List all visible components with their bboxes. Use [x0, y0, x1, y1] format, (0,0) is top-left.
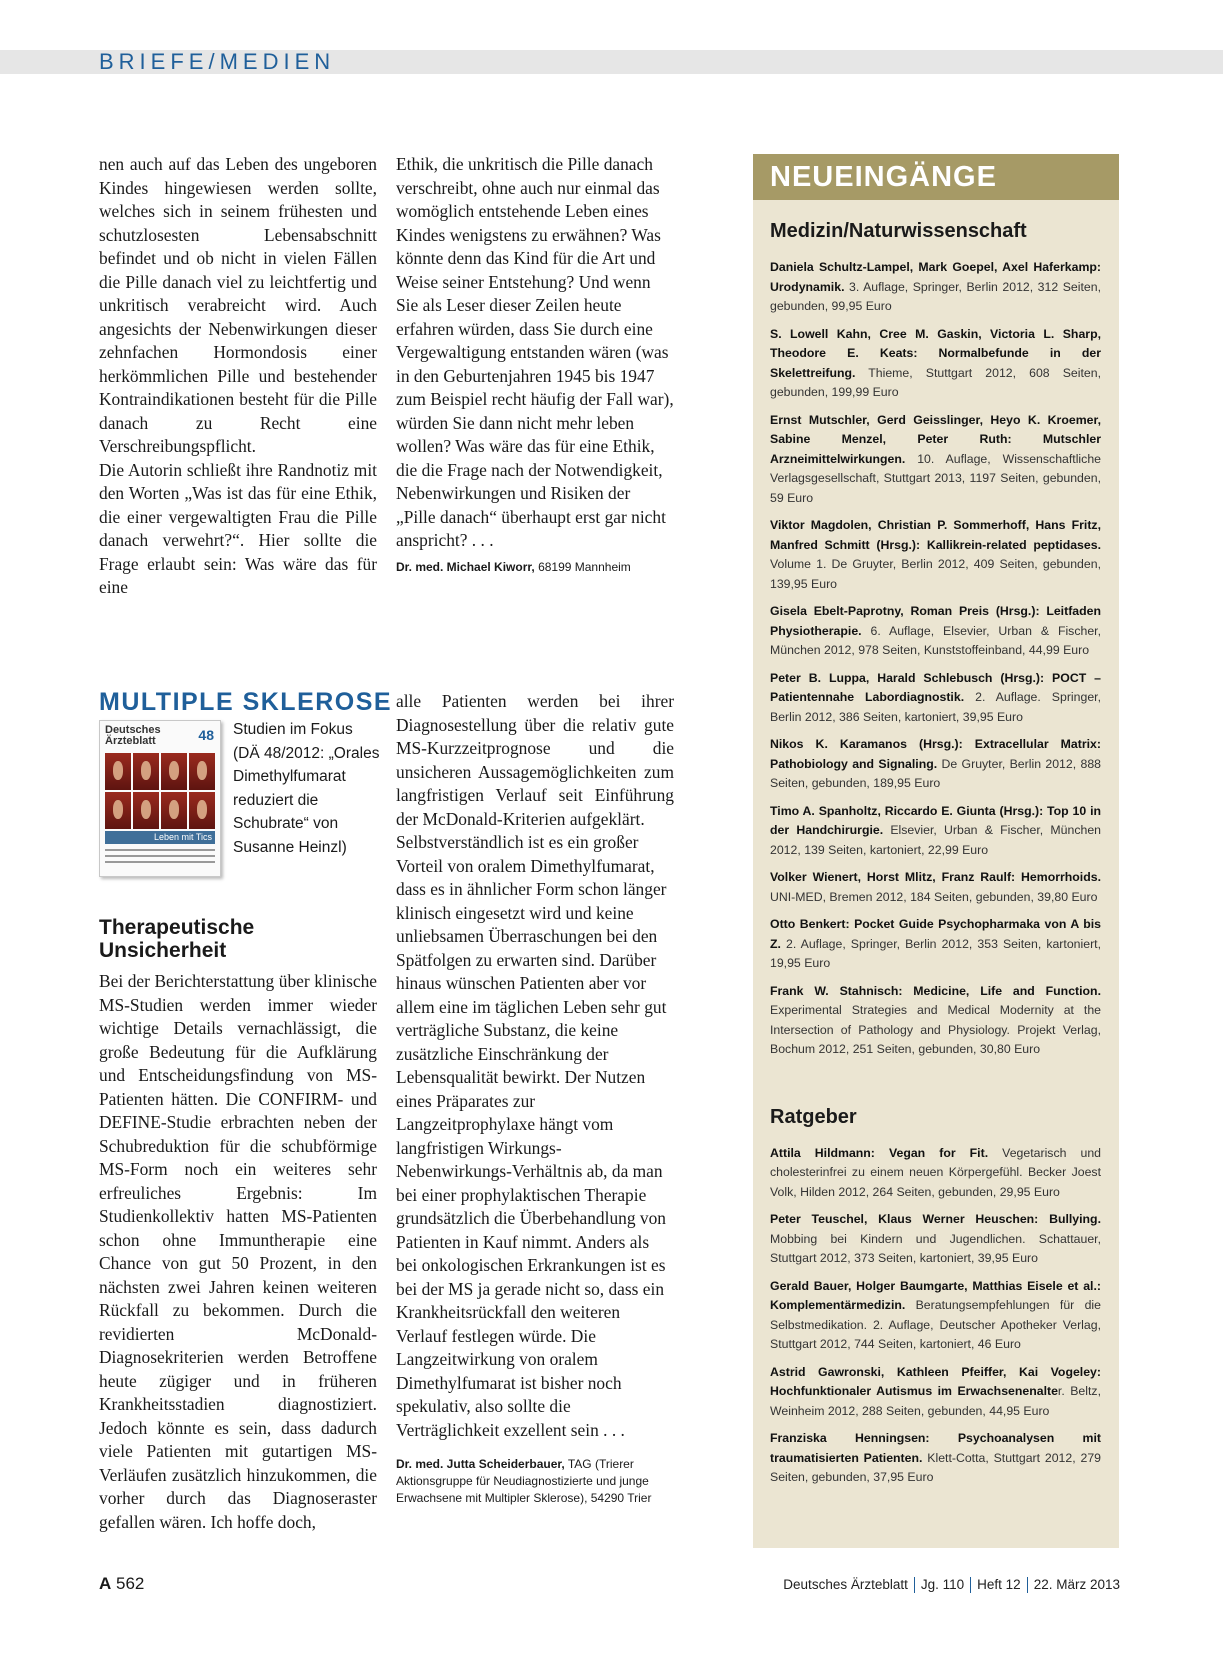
book-details: Volume 1. De Gruyter, Berlin 2012, 409 Seiten, gebunden, 139,95 Euro [770, 557, 1101, 591]
letter-title: Therapeutische Unsicherheit [99, 916, 255, 962]
book-author-title: Frank W. Stahnisch: Medicine, Life and Function. [770, 983, 1101, 998]
cover-issue-number: 48 [198, 727, 214, 743]
book-entry [770, 735, 1101, 794]
book-author-title: S. Lowell Kahn, Cree M. Gaskin, Victoria L. Sharp, Theodore E. Keats: Normalbefunde in der Skelettreifung. [770, 326, 1101, 380]
cover-band-text: Leben mit Tics [105, 831, 215, 844]
journal-cover-image [99, 720, 221, 877]
author-affiliation: TAG (Trierer Aktionsgruppe für Neudiagnostizierte und junge Erwachsene mit Multipler Sklerose), 54290 Trier [396, 1457, 652, 1505]
book-entry [770, 982, 1101, 1060]
book-entry [770, 1144, 1101, 1203]
book-details: De Gruyter, Berlin 2012, 888 Seiten, gebunden, 189,95 Euro [770, 756, 1101, 790]
book-list-medicine [770, 258, 1101, 1060]
author-name: Dr. med. Michael Kiworr, [396, 559, 535, 574]
letter1-paragraph: nen auch auf das Leben des ungeboren Kindes hingewiesen werden sollte, welches sich in seinem frühesten und schutzlosesten Lebensabschnitt befindet und ob nicht in vielen Fällen die Pille danach viel zu leichtfertig und unkritisch verabreicht wird. Auch angesichts der Nebenwirkungen dieser zehnfachen Hormondosis einer herkömmlichen Pille und bestehender Kontraindikationen besteht für die Pille danach zu Recht eine Verschreibungspflicht. [99, 154, 377, 456]
book-author-title: Ernst Mutschler, Gerd Geisslinger, Heyo K. Kroemer, Sabine Menzel, Peter Ruth: Mutschler Arzneimittelwirkungen. [770, 412, 1101, 466]
book-details: 3. Auflage, Springer, Berlin 2012, 312 Seiten, gebunden, 99,95 Euro [770, 279, 1101, 313]
book-entry [770, 1363, 1101, 1422]
book-entry [770, 516, 1101, 594]
book-author-title: Franziska Henningsen: Psychoanalysen mit traumatisierten Patienten. [770, 1431, 1101, 1465]
book-author-title: Daniela Schultz-Lampel, Mark Goepel, Axel Haferkamp: Urodynamik. [770, 260, 1101, 294]
book-author-title: Peter Teuschel, Klaus Werner Heuschen: Bullying. [770, 1212, 1101, 1226]
journal-issue: Heft 12 [977, 1577, 1021, 1592]
journal-date: 22. März 2013 [1033, 1577, 1120, 1592]
book-entry [770, 411, 1101, 509]
book-entry [770, 1429, 1101, 1488]
letter2-column-2 [396, 690, 674, 1507]
book-details: UNI-MED, Bremen 2012, 184 Seiten, gebunden, 39,80 Euro [770, 889, 1098, 904]
book-entry [770, 1277, 1101, 1355]
book-author-title: Nikos K. Karamanos (Hrsg.): Extracellular Matrix: Pathobiology and Signaling. [770, 737, 1101, 771]
book-author-title: Volker Wienert, Horst Mlitz, Franz Raulf: Hemorrhoids. [770, 870, 1101, 884]
book-entry [770, 325, 1101, 403]
letter1-signature [396, 559, 674, 576]
page-number [99, 1574, 144, 1594]
journal-footer [783, 1577, 1120, 1593]
cover-text-lines [105, 849, 215, 867]
letter2-paragraph: alle Patienten werden bei ihrer Diagnosestellung über die relativ gute MS-Kurzzeitprognose und die unsicheren Aussagemöglichkeiten zum langfristigen Verlauf seit Einführung der McDonald-Kriterien aufgeklärt. [396, 691, 674, 829]
book-author-title: Peter B. Luppa, Harald Schlebusch (Hrsg.): POCT – Patientennahe Labordiagnostik. [770, 670, 1101, 704]
letter2-column-1 [99, 970, 377, 1534]
book-author-title: Timo A. Spanholtz, Riccardo E. Giunta (Hrsg.): Top 10 in der Handchirurgie. [770, 803, 1101, 837]
letter1-paragraph: Die Autorin schließt ihre Randnotiz mit den Worten „Was ist das für eine Ethik, die einer vergewaltigten Frau die Pille danach verwehrt?“. Hier sollte die Frage erlaubt sein: Was wäre das für eine [99, 459, 377, 597]
book-details: 10. Auflage, Wissenschaftliche Verlagsgesellschaft, Stuttgart 2013, 1197 Seiten, gebunden, 59 Euro [770, 451, 1101, 505]
book-entry [770, 602, 1101, 661]
book-entry [770, 669, 1101, 728]
letter2-signature [396, 1456, 674, 1507]
book-list-guide [770, 1144, 1101, 1488]
book-entry [770, 258, 1101, 317]
book-details: Experimental Strategies and Medical Modernity at the Intersection of Pathology and Physiology. Projekt Verlag, Bochum 2012, 251 Seiten, gebunden, 30,80 Euro [770, 1003, 1101, 1056]
page-prefix: A [99, 1574, 112, 1593]
author-location: 68199 Mannheim [538, 559, 631, 574]
topic-heading: MULTIPLE SKLEROSE [99, 688, 393, 716]
book-details: Vegetarisch und cholesterinfrei zu einem neuen Körpergefühl. Becker Joest Volk, Hilden 2012, 264 Seiten, gebunden, 29,95 Euro [770, 1145, 1101, 1199]
book-entry [770, 802, 1101, 861]
book-details: Elsevier, Urban & Fischer, München 2012, 139 Seiten, kartoniert, 22,99 Euro [770, 823, 1101, 857]
journal-volume: Jg. 110 [920, 1577, 965, 1592]
book-details: Mobbing bei Kindern und Jugendlichen. Schattauer, Stuttgart 2012, 373 Seiten, kartoniert, 39,95 Euro [770, 1231, 1101, 1265]
reference-note: Studien im Fokus (DÄ 48/2012: „Orales Dimethylfumarat reduziert die Schubrate“ von Susanne Heinzl) [233, 721, 380, 856]
book-details: r. Beltz, Weinheim 2012, 288 Seiten, gebunden, 44,95 Euro [770, 1384, 1101, 1418]
book-author-title: Viktor Magdolen, Christian P. Sommerhoff, Hans Fritz, Manfred Schmitt (Hrsg.): Kallikrein-related peptidases. [770, 518, 1101, 552]
letter1-paragraph: Ethik, die unkritisch die Pille danach verschreibt, ohne auch nur einmal das womöglich entstehende Leben eines Kindes wenigstens zu erwähnen? Was könnte denn das Kind für die Art und Weise seiner Entstehung? Und wenn Sie als Leser dieser Zeilen heute erfahren würden, dass Sie durch eine Vergewaltigung entstanden wären (was in den Geburtenjahren 1945 bis 1947 zum Beispiel recht häufig der Fall war), würden Sie dann nicht mehr leben wollen? Was wäre das für eine Ethik, die die Frage nach der Notwendigkeit, Nebenwirkungen und Risiken der „Pille danach“ überhaupt erst gar nicht anspricht? . . . [396, 154, 674, 550]
book-author-title: Gerald Bauer, Holger Baumgarte, Matthias Eisele et al.: Komplementärmedizin. [770, 1278, 1101, 1312]
new-arrivals-sidebar [753, 154, 1119, 1548]
book-entry [770, 868, 1101, 907]
letter2-paragraph: Bei der Berichterstattung über klinische MS-Studien werden immer wieder wichtige Details vernachlässigt, die große Bedeutung für die Aufklärung und Entscheidungsfindung von MS-Patienten hätten. Die CONFIRM- und DEFINE-Studie erbrachten neben der Schubreduktion für die schubförmige MS-Form noch ein weiteres sehr erfreuliches Ergebnis: Im Studienkollektiv hatten MS-Patienten schon ohne Immuntherapie eine Chance von gut 50 Prozent, in den nächsten zwei Jahren keinen weiteren Rückfall zu bekommen. Durch die revidierten McDonald-Diagnosekriterien werden Betroffene heute zügiger und in früheren Krankheitsstadien diagnostiziert. Jedoch könnte es sein, dass dadurch viele Patienten mit gutartigen MS-Verläufen zusätzlich hinzukommen, die vorher durch das Diagnoseraster gefallen wären. Ich hoffe doch, [99, 971, 377, 1532]
book-details: Klett-Cotta, Stuttgart 2012, 279 Seiten, gebunden, 37,95 Euro [770, 1450, 1101, 1484]
letter1-column-1 [99, 153, 377, 600]
category-heading-medicine: Medizin/Naturwissenschaft [770, 220, 1027, 242]
book-details: 6. Auflage, Elsevier, Urban & Fischer, München 2012, 978 Seiten, Kunststoffeinband, 44,99 Euro [770, 623, 1101, 657]
book-author-title: Otto Benkert: Pocket Guide Psychopharmaka von A bis Z. [770, 917, 1101, 951]
page-number-value: 562 [116, 1574, 145, 1593]
book-details: Beratungsempfehlungen für die Selbstmedikation. 2. Auflage, Deutscher Apotheker Verlag, Stuttgart 2012, 744 Seiten, kartoniert, 46 Euro [770, 1298, 1101, 1351]
section-label: BRIEFE/MEDIEN [99, 49, 336, 74]
sidebar-title: NEUEINGÄNGE [753, 154, 1119, 200]
book-details: 2. Auflage, Springer, Berlin 2012, 353 Seiten, kartoniert, 19,95 Euro [770, 936, 1101, 970]
category-heading-guide: Ratgeber [770, 1105, 857, 1128]
book-author-title: Astrid Gawronski, Kathleen Pfeiffer, Kai Vogeley: Hochfunktionaler Autismus im Erwachsenenalte [770, 1364, 1101, 1398]
journal-name: Deutsches Ärzteblatt [783, 1577, 908, 1592]
book-details: Thieme, Stuttgart 2012, 608 Seiten, gebunden, 199,99 Euro [770, 365, 1101, 399]
book-entry [770, 915, 1101, 974]
letter1-column-2 [396, 153, 674, 576]
book-entry [770, 1210, 1101, 1269]
cover-photo-grid [105, 753, 215, 829]
letter2-paragraph: Selbstverständlich ist es ein großer Vorteil von oralem Dimethylfumarat, dass es in ähnlicher Form schon länger klinisch eingesetzt wird und keine unliebsamen Überraschungen bei den Spätfolgen zu erwarten sind. Darüber hinaus wünschen Patienten aber vor allem eine im täglichen Leben sehr gut verträgliche Substanz, die keine zusätzliche Einschränkung der Lebensqualität bewirkt. Der Nutzen eines Präparates zur Langzeitprophylaxe hängt vom langfristigen Wirkungs-Nebenwirkungs-Verhältnis ab, da man bei einer prophylaktischen Therapie grundsätzlich die Überbehandlung von Patienten in Kauf nimmt. Anders als bei onkologischen Erkrankungen ist es bei der MS ja gerade nicht so, dass ein Krankheitsrückfall den weiteren Verlauf festlegen würde. Die Langzeitwirkung von oralem Dimethylfumarat ist bisher noch spekulativ, also sollte die Verträglichkeit exzellent sein . . . [396, 832, 667, 1440]
author-name: Dr. med. Jutta Scheiderbauer, [396, 1457, 565, 1471]
cover-title: Deutsches Ärzteblatt [105, 724, 161, 747]
book-author-title: Gisela Ebelt-Paprotny, Roman Preis (Hrsg.): Leitfaden Physiotherapie. [770, 604, 1101, 638]
book-author-title: Attila Hildmann: Vegan for Fit. [770, 1145, 989, 1160]
book-details: 2. Auflage. Springer, Berlin 2012, 386 Seiten, kartoniert, 39,95 Euro [770, 690, 1101, 724]
